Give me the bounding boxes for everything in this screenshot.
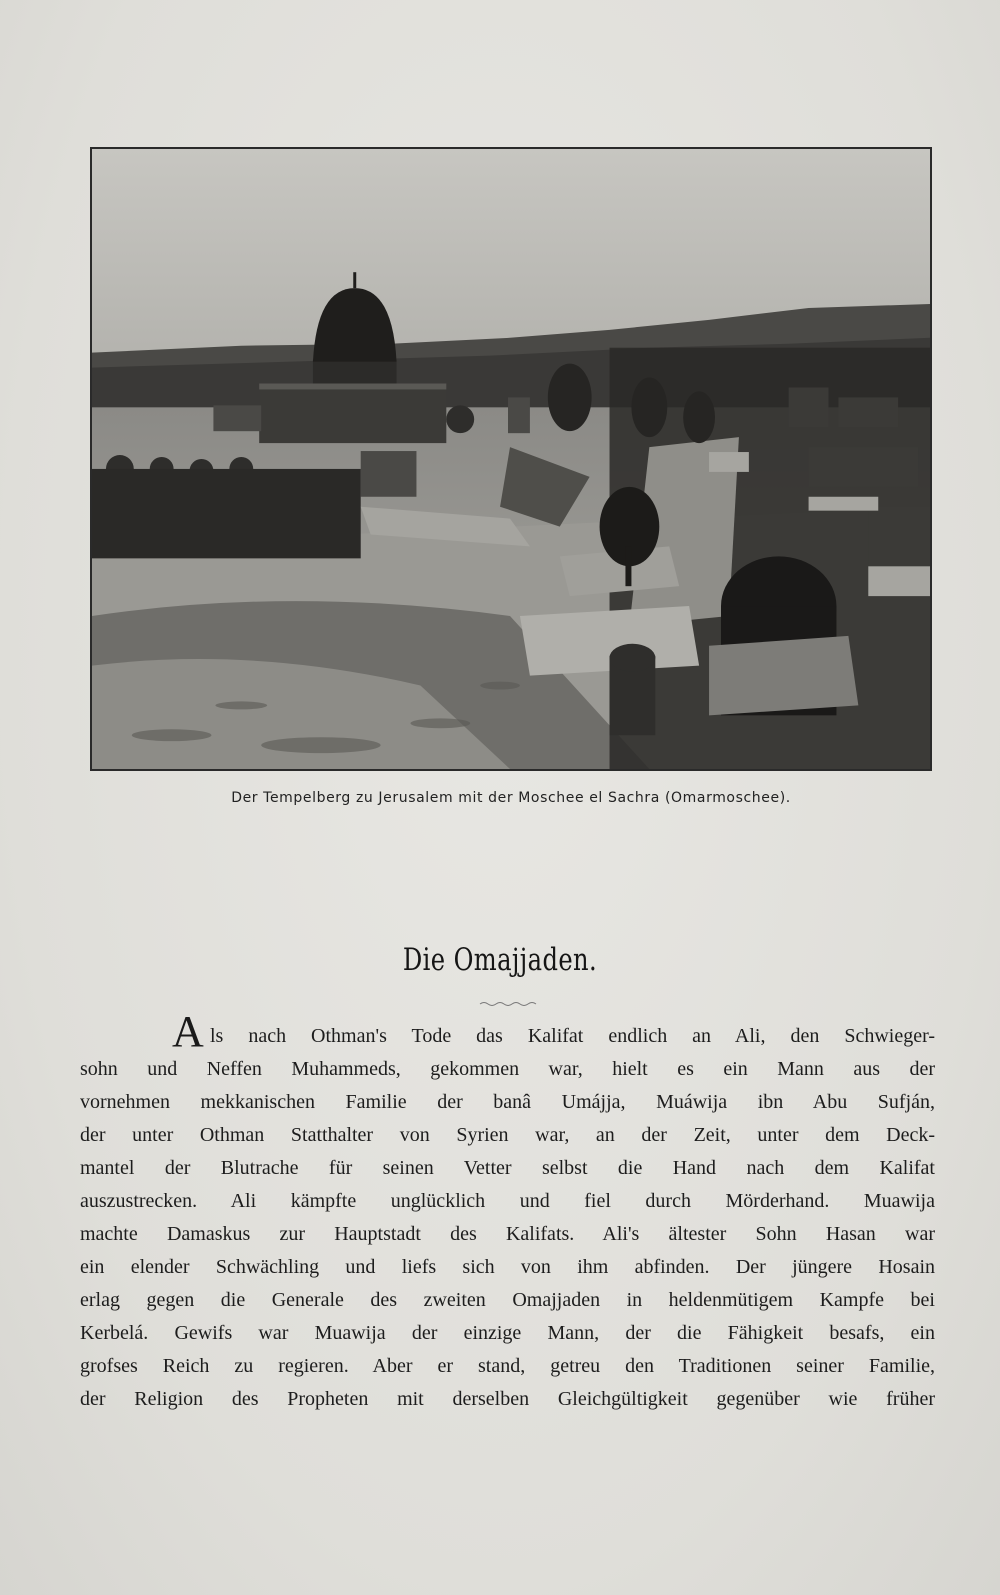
text-line: mantel der Blutrache für seinen Vetter selbst die Hand nach dem Kalifat (80, 1157, 935, 1179)
photo-illustration (92, 149, 930, 769)
text-line: der unter Othman Statthalter von Syrien war, an der Zeit, unter dem Deck- (80, 1124, 935, 1146)
text-line: sohn und Neffen Muhammeds, gekommen war, hielt es ein Mann aus der (80, 1058, 935, 1080)
text-line: machte Damaskus zur Hauptstadt des Kalifats. Ali's ältester Sohn Hasan war (80, 1223, 935, 1245)
text-line: vornehmen mekkanischen Familie der banâ Umájja, Muáwija ibn Abu Sufján, (80, 1091, 935, 1113)
text-line: auszustrecken. Ali kämpfte unglücklich und fiel durch Mörderhand. Muawija (80, 1190, 935, 1212)
photo-caption: Der Tempelberg zu Jerusalem mit der Moschee el Sachra (Omarmoschee). (231, 790, 791, 806)
chapter-heading: Die Omajjaden. (402, 942, 598, 978)
body-paragraph (80, 1007, 935, 1416)
text-line: erlag gegen die Generale des zweiten Omajjaden in heldenmütigem Kampfe bei (80, 1289, 935, 1311)
heading-ornament (478, 1000, 538, 1008)
text-line: der Religion des Propheten mit derselben Gleichgültigkeit gegenüber wie früher (80, 1388, 935, 1410)
text-line: grofses Reich zu regieren. Aber er stand, getreu den Traditionen seiner Familie, (80, 1355, 935, 1377)
temple-mount-photograph (90, 147, 932, 771)
text-line: Kerbelá. Gewifs war Muawija der einzige Mann, der die Fähigkeit besafs, ein (80, 1322, 935, 1344)
text-line: ls nach Othman's Tode das Kalifat endlich an Ali, den Schwieger- (210, 1025, 935, 1047)
text-line: ein elender Schwächling und liefs sich von ihm abfinden. Der jüngere Hosain (80, 1256, 935, 1278)
drop-cap: A (172, 1007, 204, 1056)
